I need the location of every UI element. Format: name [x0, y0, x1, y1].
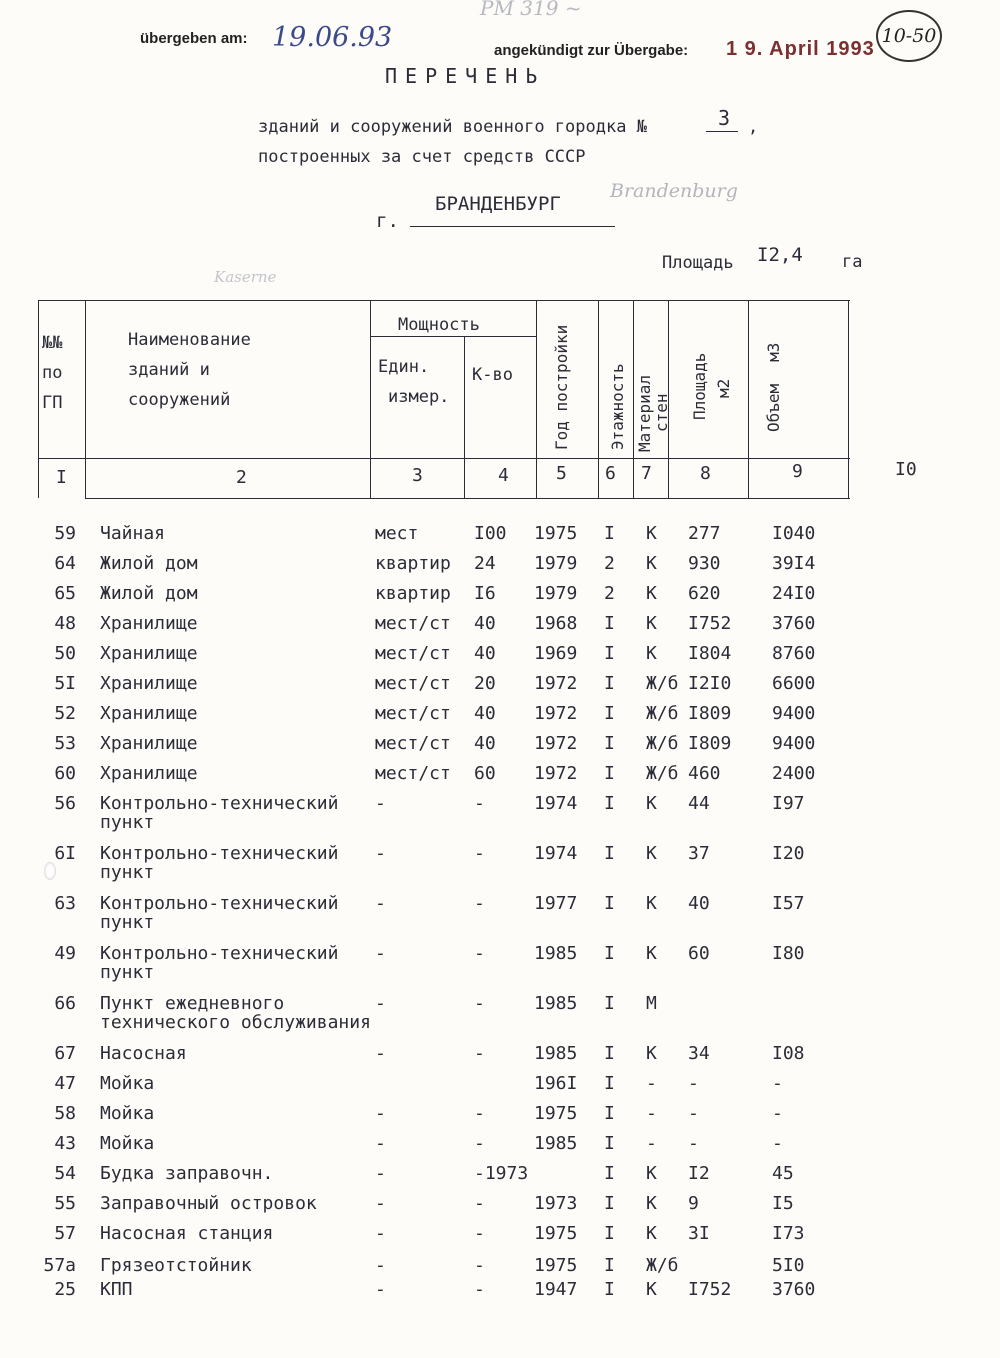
cell-floors: I [604, 1103, 615, 1124]
table-row [0, 613, 1000, 643]
cell-year: 1985 [534, 1133, 578, 1154]
city-name: БРАНДЕНБУРГ [435, 193, 561, 215]
cell-year: 1975 [534, 1255, 578, 1276]
cell-num: 48 [54, 613, 76, 634]
cell-qty: 40 [474, 733, 496, 754]
cell-area: 44 [688, 793, 710, 814]
cell-area: 9 [688, 1193, 699, 1214]
area-label: Площадь [662, 253, 734, 273]
col-border-4 [536, 300, 537, 498]
cell-area: - [688, 1133, 699, 1154]
col-border-9 [848, 300, 849, 498]
cell-volume: 3760 [772, 1279, 816, 1300]
cell-qty: -1973 [474, 1163, 529, 1184]
cell-num: 58 [54, 1103, 76, 1124]
col-border-1 [85, 300, 86, 498]
cell-num: 55 [54, 1193, 76, 1214]
cell-volume: - [772, 1133, 783, 1154]
cell-volume: 8760 [772, 643, 816, 664]
cell-floors: I [604, 1043, 615, 1064]
colnum-6: 6 [605, 463, 616, 484]
cell-material: К [646, 793, 657, 814]
cell-name: Насосная [100, 1043, 187, 1064]
cell-unit: - [375, 943, 386, 964]
cell-floors: I [604, 643, 615, 664]
cell-area: 3I [688, 1223, 710, 1244]
cell-num: 43 [54, 1133, 76, 1154]
cell-unit: мест/ст [375, 613, 451, 634]
table-row [0, 1223, 1000, 1253]
cell-volume: - [772, 1103, 783, 1124]
cell-name: Мойка [100, 1133, 155, 1154]
cell-material: Ж/б [646, 733, 679, 754]
cell-floors: I [604, 1255, 615, 1276]
cell-qty: 24 [474, 553, 496, 574]
subtitle-line-1 [258, 117, 647, 137]
cell-floors: I [604, 1223, 615, 1244]
cell-year: 1979 [534, 583, 578, 604]
header-area-line1: Площадь [690, 352, 709, 420]
col-border-0 [38, 300, 39, 498]
cell-area: I752 [688, 1279, 732, 1300]
cell-material: Ж/б [646, 703, 679, 724]
table-row [0, 943, 1000, 983]
col-border-8 [748, 300, 749, 498]
header-volume-label: Объем [764, 383, 783, 432]
cell-name: Будка заправочн. [100, 1163, 274, 1184]
cell-qty: I6 [474, 583, 496, 604]
cell-floors: I [604, 703, 615, 724]
cell-num: 25 [54, 1279, 76, 1300]
cell-year: 1975 [534, 523, 578, 544]
colnum-4: 4 [498, 465, 509, 486]
cell-name: Грязеотстойник [100, 1255, 252, 1276]
cell-num: 47 [54, 1073, 76, 1094]
cell-year: 1972 [534, 673, 578, 694]
cell-num: 50 [54, 643, 76, 664]
table-row [0, 893, 1000, 933]
cell-name-line2: пункт [100, 812, 155, 833]
cell-volume: 9400 [772, 733, 816, 754]
header-area-line2: м2 [714, 378, 733, 398]
cell-material: М [646, 993, 657, 1014]
table-row [0, 553, 1000, 583]
cell-volume: 3760 [772, 613, 816, 634]
col-border-3 [464, 336, 465, 498]
cell-material: - [646, 1133, 657, 1154]
cell-year: 1975 [534, 1223, 578, 1244]
cell-floors: I [604, 1193, 615, 1214]
city-prefix: г. [376, 210, 399, 232]
cell-qty: - [474, 993, 485, 1014]
cell-year: 1974 [534, 843, 578, 864]
cell-unit: - [375, 843, 386, 864]
cell-area: I804 [688, 643, 732, 664]
cell-volume: I73 [772, 1223, 805, 1244]
pencil-note-top: PM 319 ~ [480, 0, 582, 20]
cell-area: I809 [688, 703, 732, 724]
cell-num: 54 [54, 1163, 76, 1184]
cell-year: 1973 [534, 1193, 578, 1214]
table-row [0, 643, 1000, 673]
cell-area: - [688, 1073, 699, 1094]
cell-name-line2: пункт [100, 862, 155, 883]
table-row [0, 583, 1000, 613]
cell-qty: 40 [474, 703, 496, 724]
table-row [0, 843, 1000, 883]
pencil-note-kaserne: Kaserne [214, 268, 277, 286]
header-unit [378, 352, 449, 412]
cell-unit: - [375, 1279, 386, 1300]
cell-num: 56 [54, 793, 76, 814]
cell-volume: I20 [772, 843, 805, 864]
cell-area: 34 [688, 1043, 710, 1064]
col-border-5 [598, 300, 599, 498]
cell-volume: 5I0 [772, 1255, 805, 1276]
cell-qty: - [474, 893, 485, 914]
cell-material: - [646, 1103, 657, 1124]
cell-unit: - [375, 893, 386, 914]
table-row [0, 673, 1000, 703]
header-volume-unit: м3 [764, 342, 783, 362]
circled-reference-number: 10-50 [876, 10, 942, 62]
colnum-2: 2 [236, 467, 247, 488]
cell-floors: I [604, 1163, 615, 1184]
cell-area: 277 [688, 523, 721, 544]
cell-material: К [646, 893, 657, 914]
cell-floors: I [604, 843, 615, 864]
cell-year: 196I [534, 1073, 578, 1094]
cell-unit: - [375, 793, 386, 814]
table-row [0, 793, 1000, 833]
cell-floors: I [604, 1073, 615, 1094]
table-row [0, 1043, 1000, 1073]
cell-unit: - [375, 1163, 386, 1184]
table-row [0, 1073, 1000, 1103]
header-floors: Этажность [608, 363, 627, 450]
cell-floors: I [604, 673, 615, 694]
cell-volume: 9400 [772, 703, 816, 724]
gorodok-underline [706, 131, 738, 132]
cell-area: 60 [688, 943, 710, 964]
cell-qty: - [474, 1103, 485, 1124]
cell-floors: I [604, 943, 615, 964]
cell-material: К [646, 1163, 657, 1184]
cell-year: 1972 [534, 733, 578, 754]
cell-name: Контрольно-технический [100, 893, 339, 914]
header-material-line1: Материал [635, 374, 654, 452]
header-quantity: К-во [472, 365, 513, 385]
cell-material: К [646, 1043, 657, 1064]
header-name-line2: зданий и [128, 360, 210, 380]
subtitle-line-2: построенных за счет средств СССР [258, 147, 586, 167]
handover-stamp-label: übergeben am: [140, 30, 248, 47]
document-title: ПЕРЕЧЕНЬ [385, 64, 546, 88]
cell-num: 67 [54, 1043, 76, 1064]
colnum-1: I [56, 467, 67, 488]
cell-year: 1985 [534, 943, 578, 964]
gorodok-number: 3 [718, 106, 731, 130]
header-material-line2: стен [652, 393, 671, 432]
cell-qty: - [474, 1255, 485, 1276]
cell-name: Пункт ежедневного [100, 993, 285, 1014]
cell-unit: - [375, 1103, 386, 1124]
cell-material: К [646, 843, 657, 864]
cell-year: 1974 [534, 793, 578, 814]
cell-name: Чайная [100, 523, 166, 544]
cell-unit: мест/ст [375, 643, 451, 664]
table-row [0, 1193, 1000, 1223]
cell-material: К [646, 1279, 657, 1300]
cell-name: КПП [100, 1279, 133, 1300]
cell-qty: - [474, 1223, 485, 1244]
cell-qty: - [474, 843, 485, 864]
cell-name: Хранилище [100, 673, 198, 694]
cell-area: I2I0 [688, 673, 732, 694]
cell-year: 1985 [534, 993, 578, 1014]
cell-volume: I57 [772, 893, 805, 914]
cell-unit: мест/ст [375, 733, 451, 754]
cell-name: Хранилище [100, 643, 198, 664]
cell-num: 49 [54, 943, 76, 964]
cell-material: - [646, 1073, 657, 1094]
table-row [0, 1103, 1000, 1133]
header-gp-line2: по [42, 363, 63, 383]
cell-num: 59 [54, 523, 76, 544]
cell-qty: I00 [474, 523, 507, 544]
header-name-line1: Наименование [128, 330, 251, 350]
header-volume [764, 343, 783, 432]
header-gp-line3: ГП [42, 393, 63, 413]
cell-name: Контрольно-технический [100, 843, 339, 864]
table-top-border [38, 300, 850, 301]
cell-unit: - [375, 993, 386, 1014]
cell-area: 37 [688, 843, 710, 864]
cell-area: 620 [688, 583, 721, 604]
table-colnum-divider [85, 498, 850, 499]
cell-name-line2: технического обслуживания [100, 1012, 371, 1033]
cell-num: 65 [54, 583, 76, 604]
cell-name: Жилой дом [100, 553, 198, 574]
cell-name: Заправочный островок [100, 1193, 317, 1214]
cell-area: I809 [688, 733, 732, 754]
cell-qty: 60 [474, 763, 496, 784]
cell-volume: 39I4 [772, 553, 816, 574]
cell-num: 57 [54, 1223, 76, 1244]
table-header-divider [38, 458, 850, 459]
cell-material: К [646, 583, 657, 604]
colnum-3: 3 [412, 465, 423, 486]
cell-floors: I [604, 763, 615, 784]
cell-area: 40 [688, 893, 710, 914]
cell-qty: - [474, 1133, 485, 1154]
cell-material: К [646, 943, 657, 964]
announced-stamp-label: angekündigt zur Übergabe: [494, 42, 689, 59]
header-material [636, 375, 670, 452]
cell-volume: I80 [772, 943, 805, 964]
cell-year: 1947 [534, 1279, 578, 1300]
cell-num: 66 [54, 993, 76, 1014]
cell-volume: 24I0 [772, 583, 816, 604]
cell-num: 53 [54, 733, 76, 754]
cell-material: К [646, 523, 657, 544]
cell-qty: - [474, 943, 485, 964]
cell-unit: мест/ст [375, 703, 451, 724]
table-row [0, 523, 1000, 553]
table-row [0, 1163, 1000, 1193]
table-row [0, 1133, 1000, 1163]
cell-name: Мойка [100, 1103, 155, 1124]
cell-floors: 2 [604, 583, 615, 604]
cell-name: Контрольно-технический [100, 943, 339, 964]
table-row [0, 763, 1000, 793]
cell-num: 5I [54, 673, 76, 694]
announced-stamp-date: 1 9. April 1993 [726, 38, 875, 60]
table-row [0, 733, 1000, 763]
header-unit-line2: измер. [388, 387, 450, 407]
colnum-9: 9 [792, 461, 803, 482]
cell-material: Ж/б [646, 1255, 679, 1276]
cell-floors: I [604, 993, 615, 1014]
cell-year: 1985 [534, 1043, 578, 1064]
cell-floors: I [604, 793, 615, 814]
cell-year: 1972 [534, 763, 578, 784]
cell-unit: мест [375, 523, 419, 544]
cell-name-line2: пункт [100, 912, 155, 933]
cell-qty: - [474, 1193, 485, 1214]
colnum-7: 7 [641, 463, 652, 484]
cell-volume: - [772, 1073, 783, 1094]
cell-area: 930 [688, 553, 721, 574]
colnum-5: 5 [556, 463, 567, 484]
cell-floors: I [604, 523, 615, 544]
table-row [0, 993, 1000, 1033]
cell-floors: I [604, 733, 615, 754]
cell-material: Ж/б [646, 763, 679, 784]
city-latin-pencil: Brandenburg [610, 180, 738, 202]
cell-material: К [646, 643, 657, 664]
cell-num: 64 [54, 553, 76, 574]
cell-material: К [646, 1223, 657, 1244]
area-value: I2,4 [757, 244, 803, 266]
cell-material: К [646, 613, 657, 634]
header-name-line3: сооружений [128, 390, 231, 410]
header-year: Год постройки [552, 324, 571, 450]
cell-floors: 2 [604, 553, 615, 574]
cell-qty: - [474, 793, 485, 814]
handwritten-date: 19.06.93 [272, 22, 393, 53]
area-unit: га [842, 252, 863, 272]
header-unit-line1: Един. [378, 357, 430, 377]
cell-name-line2: пункт [100, 962, 155, 983]
cell-area: I2 [688, 1163, 710, 1184]
cell-num: 57а [43, 1255, 76, 1276]
cell-volume: 2400 [772, 763, 816, 784]
cell-num: 60 [54, 763, 76, 784]
cell-area: I752 [688, 613, 732, 634]
cell-unit: квартир [375, 553, 451, 574]
cell-material: К [646, 1193, 657, 1214]
header-building-name [128, 325, 251, 415]
cell-floors: I [604, 893, 615, 914]
cell-name: Насосная станция [100, 1223, 274, 1244]
cell-name: Мойка [100, 1073, 155, 1094]
cell-floors: I [604, 613, 615, 634]
header-area [688, 353, 736, 420]
punch-hole [44, 862, 56, 880]
cell-material: К [646, 553, 657, 574]
cell-name: Хранилище [100, 763, 198, 784]
cell-qty: 40 [474, 643, 496, 664]
cell-year: 1975 [534, 1103, 578, 1124]
cell-year: 1968 [534, 613, 578, 634]
cell-name: Контрольно-технический [100, 793, 339, 814]
cell-area: 460 [688, 763, 721, 784]
cell-unit: - [375, 1223, 386, 1244]
cell-num: 6I [54, 843, 76, 864]
cell-unit: - [375, 1193, 386, 1214]
col-border-2 [370, 300, 371, 498]
colnum-8: 8 [700, 463, 711, 484]
cell-qty: - [474, 1279, 485, 1300]
cell-num: 63 [54, 893, 76, 914]
cell-qty: 40 [474, 613, 496, 634]
header-gp-number [42, 328, 62, 418]
cell-volume: I08 [772, 1043, 805, 1064]
subtitle-comma: , [748, 117, 759, 137]
cell-floors: I [604, 1133, 615, 1154]
cell-volume: I5 [772, 1193, 794, 1214]
cell-qty: - [474, 1043, 485, 1064]
cell-name: Жилой дом [100, 583, 198, 604]
cell-volume: 6600 [772, 673, 816, 694]
cell-unit: квартир [375, 583, 451, 604]
header-gp-line1: №№ [42, 333, 63, 353]
cell-unit: мест/ст [375, 673, 451, 694]
cell-name: Хранилище [100, 703, 198, 724]
cell-volume: 45 [772, 1163, 794, 1184]
cell-name: Хранилище [100, 733, 198, 754]
table-row [0, 1279, 1000, 1309]
cell-floors: I [604, 1279, 615, 1300]
cell-year: 1977 [534, 893, 578, 914]
header-capacity: Мощность [398, 315, 480, 335]
cell-year: 1979 [534, 553, 578, 574]
cell-year: 1969 [534, 643, 578, 664]
cell-name: Хранилище [100, 613, 198, 634]
cell-area: - [688, 1103, 699, 1124]
cell-year: 1972 [534, 703, 578, 724]
cell-unit: - [375, 1043, 386, 1064]
cell-volume: I97 [772, 793, 805, 814]
cell-material: Ж/б [646, 673, 679, 694]
cell-unit: - [375, 1255, 386, 1276]
city-underline [410, 226, 615, 227]
cell-num: 52 [54, 703, 76, 724]
cell-volume: I040 [772, 523, 816, 544]
subtitle-line-1-text: зданий и сооружений военного городка № [258, 117, 647, 137]
cell-unit: - [375, 1133, 386, 1154]
col-border-6 [633, 300, 634, 498]
cell-qty: 20 [474, 673, 496, 694]
colnum-10: I0 [895, 459, 917, 480]
cell-unit: мест/ст [375, 763, 451, 784]
table-row [0, 703, 1000, 733]
